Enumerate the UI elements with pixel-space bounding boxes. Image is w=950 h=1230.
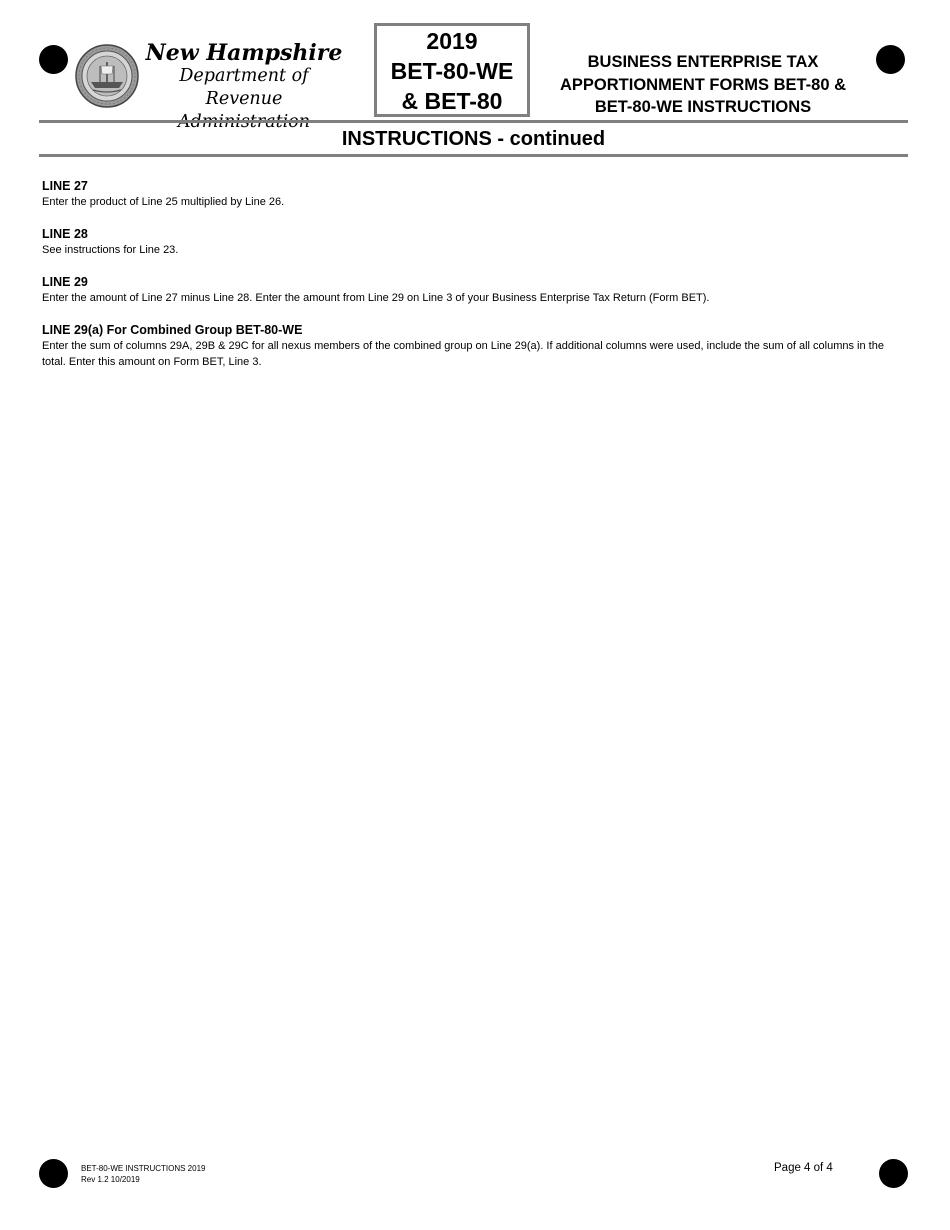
document-title-line-3: BET-80-WE INSTRUCTIONS: [594, 98, 812, 116]
instruction-text: See instructions for Line 23.: [42, 244, 179, 256]
agency-name: New Hampshire: [145, 40, 343, 66]
instruction-heading: LINE 29(a) For Combined Group BET-80-WE: [42, 323, 303, 337]
form-number-secondary: & BET-80: [401, 88, 503, 114]
state-seal-icon: [75, 44, 139, 108]
form-number-primary: BET-80-WE: [390, 58, 514, 84]
instruction-line-29: [42, 274, 910, 306]
instruction-line-28: [42, 226, 910, 258]
agency-department: Department of: [179, 66, 309, 86]
instructions-list: [42, 178, 910, 386]
form-year: 2019: [426, 28, 478, 54]
instruction-text: Enter the sum of columns 29A, 29B & 29C for all nexus members of the combined group on Line 29(a). If additional columns were used, include the sum of all columns in the total. Enter this amount on Form BET, Line 3.: [42, 340, 884, 368]
form-id-box: [374, 23, 530, 117]
footer-revision: Rev 1.2 10/2019: [81, 1175, 140, 1184]
instruction-text: Enter the amount of Line 27 minus Line 28. Enter the amount from Line 29 on Line 3 of your Business Enterprise Tax Return (Form BET).: [42, 292, 710, 304]
registration-dot-icon: [39, 45, 68, 74]
instruction-line-27: [42, 178, 910, 210]
instruction-heading: LINE 27: [42, 179, 88, 193]
instruction-heading: LINE 28: [42, 227, 88, 241]
page-number: Page 4 of 4: [774, 1162, 833, 1174]
instruction-line-29a: [42, 322, 910, 370]
section-title: INSTRUCTIONS - continued: [341, 128, 606, 150]
instruction-heading: LINE 29: [42, 275, 88, 289]
header-divider: [39, 120, 908, 123]
section-divider: [39, 154, 908, 157]
agency-division: Revenue: [205, 89, 283, 109]
document-title: [548, 51, 858, 119]
registration-dot-icon: [39, 1159, 68, 1188]
registration-dot-icon: [876, 45, 905, 74]
document-title-line-2: APPORTIONMENT FORMS BET-80 &: [559, 75, 847, 94]
instruction-text: Enter the product of Line 25 multiplied by Line 26.: [42, 196, 285, 208]
footer-form-code: [81, 1163, 205, 1185]
document-title-line-1: BUSINESS ENTERPRISE TAX: [587, 53, 819, 71]
registration-dot-icon: [879, 1159, 908, 1188]
footer-form-name: BET-80-WE INSTRUCTIONS 2019: [81, 1164, 206, 1173]
